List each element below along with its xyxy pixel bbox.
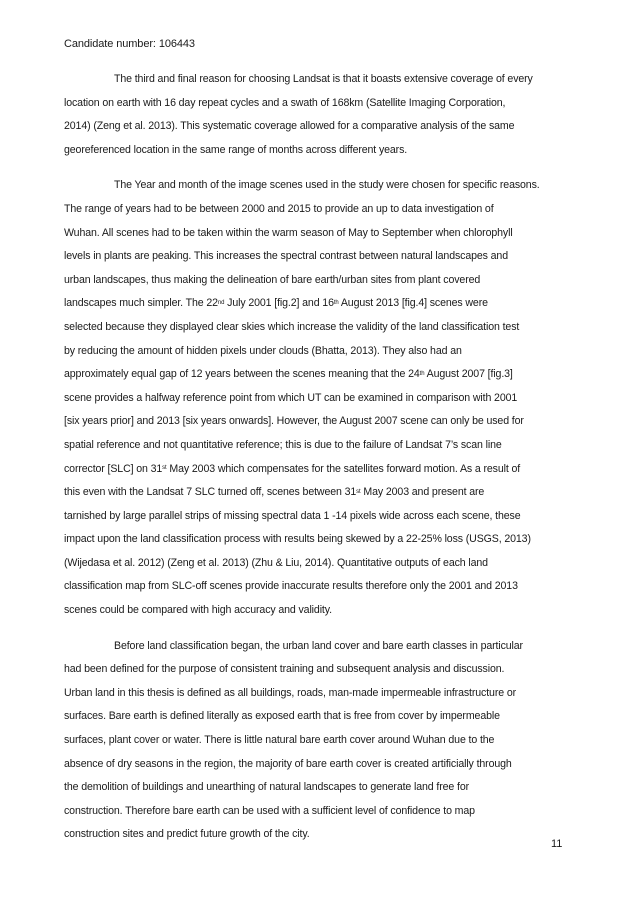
text-line: (Wijedasa et al. 2012) (Zeng et al. 2013) (Zhu & Liu, 2014). Quantitative outputs of each land (64, 556, 488, 569)
text-line: The Year and month of the image scenes used in the study were chosen for specific reasons. (114, 179, 540, 192)
text-line: Wuhan. All scenes had to be taken within the warm season of May to September when chlorophyll (64, 226, 513, 239)
paragraph-landsat-coverage (64, 68, 570, 162)
text-line: The range of years had to be between 2000 and 2015 to provide an up to data investigation of (64, 202, 494, 215)
text-line: The third and final reason for choosing Landsat is that it boasts extensive coverage of every (114, 73, 533, 85)
text-line: spatial reference and not quantitative reference; this is due to the failure of Landsat 7’s scan line (64, 438, 502, 451)
text-line: this even with the Landsat 7 SLC turned off, scenes between 31st May 2003 and present are (64, 486, 485, 499)
text-line: construction. Therefore bare earth can be used with a sufficient level of confidence to map (64, 804, 475, 817)
text-line: construction sites and predict future growth of the city. (64, 828, 310, 841)
ordinal-superscript: th (333, 300, 339, 307)
text-line: impact upon the land classification process with results being skewed by a 22-25% loss (USGS, 2013) (64, 533, 531, 546)
text-line: corrector [SLC] on 31st May 2003 which compensates for the satellites forward motion. As a result of (64, 462, 521, 475)
body-text (64, 68, 570, 859)
text-line: scene provides a halfway reference point from which UT can be examined in comparison with 2001 (64, 391, 518, 404)
text-line: surfaces, plant cover or water. There is little natural bare earth cover around Wuhan due to the (64, 734, 495, 747)
text-line: scenes could be compared with high accuracy and validity. (64, 604, 332, 617)
ordinal-superscript: st (356, 489, 361, 495)
text-line: had been defined for the purpose of consistent training and subsequent analysis and discussion. (64, 663, 505, 676)
text-line: [six years prior] and 2013 [six years onwards]. However, the August 2007 scene can only be used for (64, 415, 524, 428)
text-line: georeferenced location in the same range of months across different years. (64, 143, 408, 156)
text-line: levels in plants are peaking. This increases the spectral contrast between natural landscapes and (64, 250, 508, 263)
ordinal-superscript: nd (217, 300, 225, 307)
text-line: selected because they displayed clear skies which increase the validity of the land classification test (64, 320, 520, 333)
text-line: location on earth with 16 day repeat cycles and a swath of 168km (Satellite Imaging Corporation, (64, 96, 506, 109)
ordinal-superscript: st (162, 465, 167, 472)
paragraph-land-classification (64, 635, 570, 847)
text-line: absence of dry seasons in the region, the majority of bare earth cover is created artificially through (64, 757, 512, 770)
text-line: 2014) (Zeng et al. 2013). This systematic coverage allowed for a comparative analysis of the same (64, 120, 515, 133)
page-number: 11 (551, 838, 563, 850)
text-line: urban landscapes, thus making the delineation of bare earth/urban sites from plant covered (64, 273, 481, 286)
text-line: surfaces. Bare earth is defined literally as exposed earth that is free from cover by impermeable (64, 710, 500, 723)
text-line: approximately equal gap of 12 years between the scenes meaning that the 24th August 2007 [fig.3] (64, 368, 513, 381)
text-line: the demolition of buildings and unearthing of natural landscapes to generate land free for (64, 781, 469, 794)
ordinal-superscript: th (419, 371, 425, 378)
text-line: Before land classification began, the urban land cover and bare earth classes in particular (114, 639, 523, 652)
candidate-number-header: Candidate number: 106443 (64, 38, 195, 50)
text-line: tarnished by large parallel strips of missing spectral data 1 -14 pixels wide across each scene, these (64, 509, 521, 522)
text-line: by reducing the amount of hidden pixels under clouds (Bhatta, 2013). They also had an (64, 344, 462, 357)
text-line: Urban land in this thesis is defined as all buildings, roads, man-made impermeable infrastructure or (64, 686, 516, 699)
text-line: classification map from SLC-off scenes provide inaccurate results therefore only the 2001 and 2013 (64, 580, 518, 593)
text-line: landscapes much simpler. The 22nd July 2001 [fig.2] and 16th August 2013 [fig.4] scenes were (64, 297, 488, 310)
paragraph-scene-selection (64, 174, 570, 622)
